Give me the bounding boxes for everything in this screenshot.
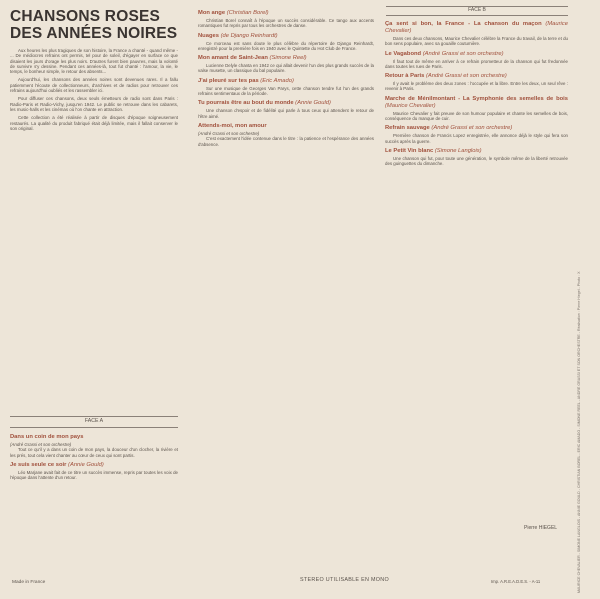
- intro-paragraph: Pour diffuser ces chansons, deux seuls émetteurs de radio sont dans Paris : Radio-Paris et Radio-Vichy, jusqu'en 1942. Le public se retrouve dans les cabarets, les music-halls et les cinémas où l'on chante en attraction.: [10, 96, 178, 112]
- track-notes-column-3: [385, 17, 568, 570]
- track-title: Attends-moi, mon amour: [198, 122, 267, 129]
- track-notes: Première chanson de Francis Lopez enregistrée, elle annonce déjà le style qui fera son succès après la guerre.: [385, 133, 568, 144]
- track-title: Refrain sauvage (André Grassi et son orchestre): [385, 125, 513, 132]
- stereo-notice: STEREO UTILISABLE EN MONO: [300, 577, 389, 583]
- title-line-1: CHANSONS ROSES: [10, 8, 161, 25]
- track-notes: Une chanson qui fut, pour toute une génération, le symbole même de la liberté retrouvée des guinguettes du dimanche.: [385, 155, 568, 167]
- track-title: Le Petit Vin blanc (Simone Langlois): [385, 147, 482, 154]
- track-notes: Ce morceau est sans doute le plus célèbre du répertoire de Django Reinhardt, enregistré pour la première fois en 1940 avec le Quintette du Hot Club de France.: [198, 40, 374, 51]
- track-notes: Lucienne Delyle chanta en 1942 ce qui allait devenir l'un des plus grands succès de la valse musette, un classique du bal populaire.: [198, 63, 374, 74]
- track-title: Ça sent si bon, la France - La chanson du maçon (Maurice Chevalier): [385, 21, 568, 34]
- face-a-tracks: [10, 430, 178, 560]
- album-title: [10, 8, 180, 42]
- track-title: Retour à Paris (André Grassi et son orchestre): [385, 73, 507, 80]
- track-notes: Tout ce qu'il y a dans un coin de mon pays, la douceur d'un clocher, la rivière et les prés, tout cela vient chanter au cœur de ceux qui sont partis.: [10, 447, 178, 458]
- made-in-france: Made in France: [12, 580, 46, 585]
- track-title: Dans un coin de mon pays: [10, 434, 84, 440]
- author-signature: Pierre HIEGEL: [524, 525, 558, 531]
- track-notes-column-2: [198, 6, 374, 559]
- track-notes: Une chanson d'espoir et de fidélité qui parle à tous ceux qui attendent le retour de l'être aimé.: [198, 108, 374, 119]
- intro-paragraph: Aujourd'hui, les chansons des années noires sont devenues rares. Il a fallu patiemment l'écoute de collectionneurs, d'archives et de radios pour retrouver ces refrains aujourd'hui oubliés et les rassembler ici.: [10, 77, 178, 94]
- track-notes: Christian Borel connaît à l'époque un succès considérable. Ce tango aux accents romantiques fut repris par tous les orchestres de danse.: [198, 18, 374, 29]
- side-credits: MAURICE CHEVALIER - SIMONE LANGLOIS - ANNIE GOULD - CHRISTIAN BOREL - ERIC AMADO - SIMONE REEL - ANDRÉ GRASSI ET SON ORCHESTRE - Réalisation : Pierre Hiegel - Photo : X: [577, 271, 581, 593]
- intro-paragraph: Aux heures les plus tragiques de son histoire, la France a chanté - quand même - ... De médiocres refrains ont permis, tel pour de soleil, d'égayer en surface ce que disaient les jours d'orage les plus noirs. D'autres furent bien pauvres, mais la volonté de survivre s'y dessine. Pendant ces années-là, tout fut chanté : l'amour, la vie, le temps, le bonheur simple, le retour des absents...: [10, 48, 178, 75]
- track-title: Tu pourrais être au bout du monde (Annie Gould): [198, 100, 331, 107]
- track-notes: Il faut tout de même en arriver à ce refrain prometteur de la chanson qui fut fredonnée dans toutes les rues de Paris.: [385, 58, 568, 69]
- track-title: Mon amant de Saint-Jean (Simone Reel): [198, 55, 307, 62]
- track-notes: Il y avait le problème des deux zones : l'occupée et la libre. Entre les deux, un seul rêve : revenir à Paris.: [385, 81, 568, 92]
- track-title: Le Vagabond (André Grassi et son orchestre): [385, 50, 504, 57]
- track-notes: Dans ces deux chansons, Maurice Chevalier célèbre la France du travail, de la terre et du bon sens populaire, avec sa gouaille coutumière.: [385, 36, 568, 47]
- track-credit: (André Grassi et son orchestre): [198, 130, 260, 136]
- track-notes: Maurice Chevalier y fait preuve de son humour populaire et chante les semelles de bois, conséquence du manque de cuir.: [385, 110, 568, 122]
- track-title: Nuages (de Django Reinhardt): [198, 32, 278, 39]
- track-title: J'ai pleuré sur tes pas (Eric Amado): [198, 77, 294, 84]
- track-title: Je suis seule ce soir (Annie Gould): [10, 461, 104, 468]
- printer-credit: Imp. A.R.E.A.D.E.S. - A-11: [491, 579, 541, 584]
- face-a-label: FACE A: [84, 418, 104, 424]
- liner-notes-intro: [10, 48, 178, 408]
- track-notes: C'est exactement l'idée contenue dans le titre : la patience et l'espérance des années d'absence.: [198, 136, 374, 147]
- intro-paragraph: Cette collection a été réalisée à partir de disques d'époque soigneusement restaurés. La qualité du produit fabriqué était déjà limitée, mais il fallait conserver le son original.: [10, 115, 178, 131]
- track-notes: Léo Marjane avait fait de ce titre un succès immense, repris par toutes les voix de l'époque dans l'attente d'un retour.: [10, 469, 178, 481]
- track-notes: Sur une musique de Georges Van Parys, cette chanson tendre fut l'un des grands refrains sentimentaux de la période.: [198, 85, 374, 97]
- face-a-divider: [10, 416, 178, 428]
- title-line-2: DES ANNÉES NOIRES: [10, 25, 178, 42]
- track-title: Marche de Ménilmontant - La Symphonie des semelles de bois (Maurice Chevalier): [385, 95, 568, 109]
- track-credit: (André Grassi et son orchestre): [10, 442, 72, 447]
- track-title: Mon ange (Christian Borel): [198, 10, 269, 16]
- face-b-label: FACE B: [386, 6, 568, 16]
